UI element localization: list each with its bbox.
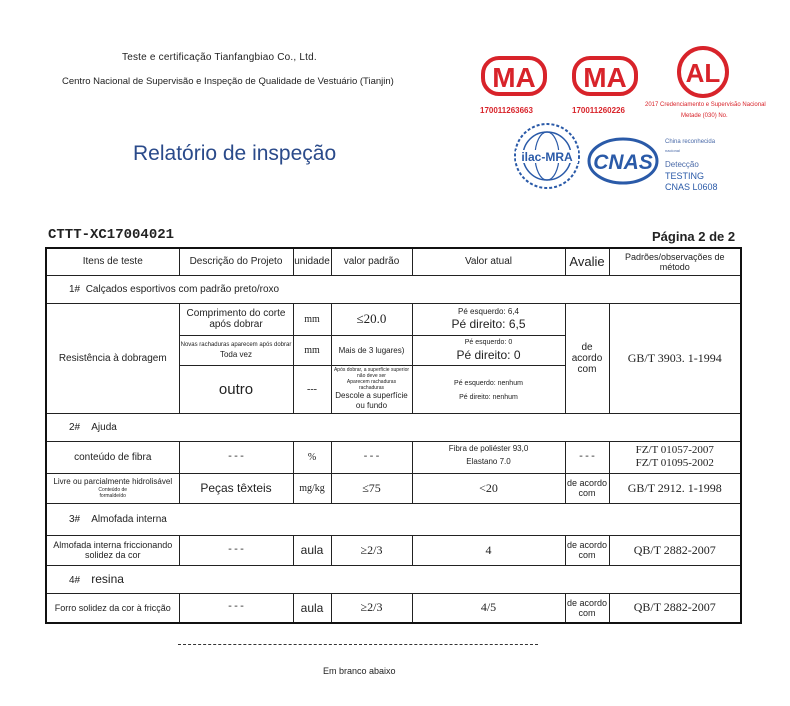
al-caption-2: Metade (030) No. <box>681 113 728 119</box>
desc-cell: Novas rachaduras aparecem após dobrar Toda vez <box>179 335 293 365</box>
ma-logo-1 <box>479 54 549 100</box>
eval-cell: de acordo com <box>565 473 609 503</box>
al-caption-1: 2017 Credenciamento e Supervisão Nacional <box>645 102 766 108</box>
header-cell: Valor atual <box>412 248 565 275</box>
item-cell: Almofada interna friccionando solidez da cor <box>46 535 179 565</box>
ma-logo-2 <box>570 54 640 100</box>
unit-cell: mm <box>293 303 331 335</box>
table-row <box>46 593 741 623</box>
std-cell: Após dobrar, a superfície superior não deve ser Aparecem rachaduras rachaduras Descole a superfície ou fundo <box>331 365 412 413</box>
ma-number-1: 170011263663 <box>480 106 533 115</box>
unit-cell: aula <box>293 593 331 623</box>
method-cell: QB/T 2882-2007 <box>609 535 741 565</box>
actual-cell: Pé esquerdo: 6,4 Pé direito: 6,5 <box>412 303 565 335</box>
ilac-mra-logo <box>512 120 582 192</box>
header-cell: Descrição do Projeto <box>179 248 293 275</box>
eval-cell: de acordo com <box>565 303 609 413</box>
cnas-text: CNAS <box>593 151 653 174</box>
desc-cell: Peças têxteis <box>179 473 293 503</box>
desc-cell: --- <box>179 535 293 565</box>
method-cell: GB/T 2912. 1-1998 <box>609 473 741 503</box>
cnas-caption-3: Detecção <box>665 160 699 169</box>
cnas-code: CNAS L0608 <box>665 182 718 192</box>
std-cell: Mais de 3 lugares) <box>331 335 412 365</box>
page-number: Página 2 de 2 <box>652 229 736 244</box>
al-logo <box>672 44 734 100</box>
unit-cell: --- <box>293 365 331 413</box>
al-logo-text: AL <box>685 58 721 88</box>
std-cell: --- <box>331 441 412 473</box>
table-row <box>46 473 741 503</box>
section-3: 3# Almofada interna <box>46 503 741 535</box>
header-cell: Itens de teste <box>46 248 179 275</box>
item-cell: conteúdo de fibra <box>46 441 179 473</box>
inspection-table <box>45 247 742 624</box>
ma-logo-2-text: MA <box>583 62 627 93</box>
desc-cell: outro <box>179 365 293 413</box>
unit-cell: % <box>293 441 331 473</box>
table-row <box>46 303 741 335</box>
desc-cell: Comprimento do corte após dobrar <box>179 303 293 335</box>
section-4: 4# resina <box>46 565 741 593</box>
table-header-row <box>46 248 741 275</box>
std-cell: ≥2/3 <box>331 593 412 623</box>
header-cell: Padrões/observações de método <box>609 248 741 275</box>
header-cell: unidade <box>293 248 331 275</box>
cnas-logo <box>586 136 660 186</box>
std-cell: ≤75 <box>331 473 412 503</box>
footer-note: Em branco abaixo <box>323 666 396 676</box>
unit-cell: aula <box>293 535 331 565</box>
actual-cell: Fibra de poliéster 93,0 Elastano 7.0 <box>412 441 565 473</box>
actual-cell: 4/5 <box>412 593 565 623</box>
method-cell: FZ/T 01057-2007 FZ/T 01095-2002 <box>609 441 741 473</box>
section-1: 1# Calçados esportivos com padrão preto/roxo <box>46 275 741 303</box>
cnas-caption-2: nacional <box>665 148 680 153</box>
actual-cell: <20 <box>412 473 565 503</box>
desc-cell: --- <box>179 441 293 473</box>
header-cell: valor padrão <box>331 248 412 275</box>
section-row <box>46 503 741 535</box>
actual-cell: Pé esquerdo: nenhum Pé direito: nenhum <box>412 365 565 413</box>
end-divider <box>178 644 538 645</box>
header-cell: Avalie <box>565 248 609 275</box>
cnas-caption-1: China reconhecida <box>665 139 716 145</box>
cnas-testing: TESTING <box>665 171 705 181</box>
method-cell: QB/T 2882-2007 <box>609 593 741 623</box>
section-row <box>46 275 741 303</box>
std-cell: ≥2/3 <box>331 535 412 565</box>
item-cell: Resistência à dobragem <box>46 303 179 413</box>
actual-cell: Pé esquerdo: 0 Pé direito: 0 <box>412 335 565 365</box>
desc-cell: --- <box>179 593 293 623</box>
item-cell: Forro solidez da cor à fricção <box>46 593 179 623</box>
page-title: Relatório de inspeção <box>133 142 337 165</box>
report-number: CTTT-XC17004021 <box>48 227 175 243</box>
section-row <box>46 565 741 593</box>
table-row <box>46 535 741 565</box>
method-cell: GB/T 3903. 1-1994 <box>609 303 741 413</box>
center-name: Centro Nacional de Supervisão e Inspeção de Qualidade de Vestuário (Tianjin) <box>62 76 394 87</box>
ilac-mra-text: ilac-MRA <box>521 150 573 164</box>
std-cell: ≤20.0 <box>331 303 412 335</box>
item-cell: Livre ou parcialmente hidrolisável Conteúdo de formaldeído <box>46 473 179 503</box>
section-row <box>46 413 741 441</box>
eval-cell: de acordo com <box>565 535 609 565</box>
section-2: 2# Ajuda <box>46 413 741 441</box>
unit-cell: mg/kg <box>293 473 331 503</box>
ma-logo-1-text: MA <box>492 62 536 93</box>
eval-cell: --- <box>565 441 609 473</box>
ma-number-2: 170011260226 <box>572 106 625 115</box>
company-name: Teste e certificação Tianfangbiao Co., Ltd. <box>122 52 317 63</box>
eval-cell: de acordo com <box>565 593 609 623</box>
table-row <box>46 441 741 473</box>
actual-cell: 4 <box>412 535 565 565</box>
unit-cell: mm <box>293 335 331 365</box>
